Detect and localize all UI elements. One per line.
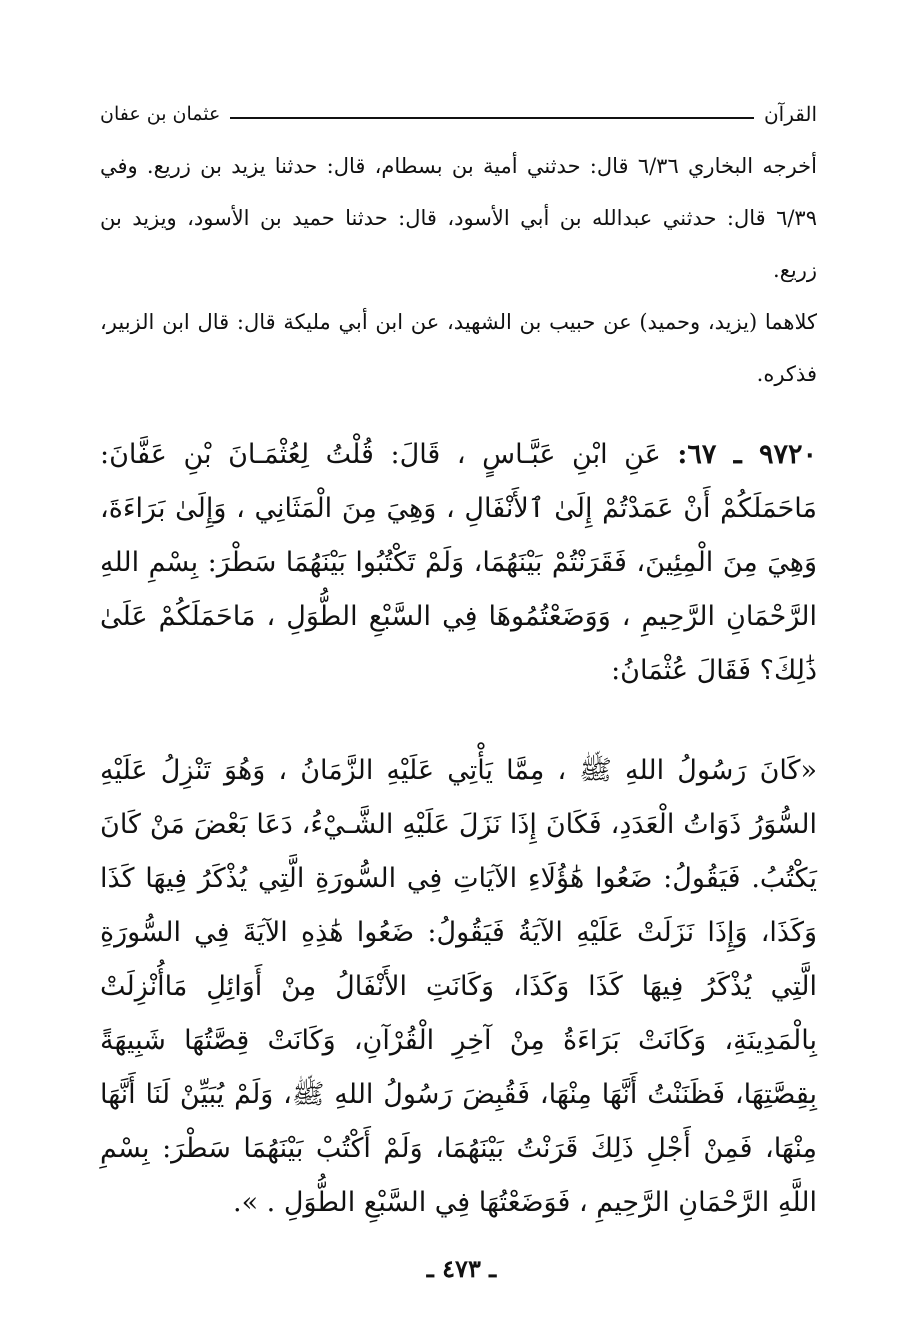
hadith-number: ٩٧٢٠ ـ ٦٧: — [677, 439, 817, 470]
page-number: ـ ٤٧٣ ـ — [426, 1254, 497, 1283]
hadith-intro-paragraph — [100, 428, 817, 698]
hadith-text — [100, 428, 817, 1230]
hadith-quote: «كَانَ رَسُولُ اللهِ ﷺ ، مِمَّا يَأْتِي عَلَيْهِ الزَّمَانُ ، وَهُوَ تَنْزِلُ عَلَيْهِ السُّوَرُ ذَوَاتُ الْعَدَدِ، فَكَانَ إِذَا نَزَلَ عَلَيْهِ الشَّـيْءُ، دَعَا بَعْضَ مَنْ كَانَ يَكْتُبُ. فَيَقُولُ: ضَعُوا هَٰؤُلَاءِ الآيَاتِ فِي السُّورَةِ الَّتِي يُذْكَرُ فِيهَا كَذَا وَكَذَا، وَإِذَا نَزَلَتْ عَلَيْهِ الآيَةُ فَيَقُولُ: ضَعُوا هَٰذِهِ الآيَةَ فِي السُّورَةِ الَّتِي يُذْكَرُ فِيهَا كَذَا وَكَذَا، وَكَانَتِ الأَنْفَالُ مِنْ أَوَائِلِ مَاأُنْزِلَتْ بِالْمَدِينَةِ، وَكَانَتْ بَرَاءَةُ مِنْ آخِرِ الْقُرْآنِ، وَكَانَتْ قِصَّتُهَا شَبِيهَةً بِقِصَّتِهَا، فَظَنَنْتُ أَنَّهَا مِنْهَا، فَقُبِضَ رَسُولُ اللهِ ﷺ، وَلَمْ يُبَيِّنْ لَنَا أَنَّهَا مِنْهَا، فَمِنْ أَجْلِ ذَلِكَ قَرَنْتُ بَيْنَهُمَا، وَلَمْ أَكْتُبْ بَيْنَهُمَا سَطْرَ: بِسْمِ اللَّهِ الرَّحْمَانِ الرَّحِيمِ ، فَوَضَعْتُهَا فِي السَّبْعِ الطُّوَلِ . ». — [100, 755, 817, 1218]
running-header — [100, 96, 817, 132]
author-name: عثمان بن عفان — [100, 103, 221, 125]
hadith-intro: عَنِ ابْنِ عَبَّـاسٍ ، قَالَ: قُلْتُ لِعُثْمَـانَ بْنِ عَفَّانَ: مَاحَمَلَكُمْ أَنْ عَمَدْتُمْ إِلَىٰ ٱلأَنْفَالِ ، وَهِيَ مِنَ الْمَثَانِي ، وَإِلَىٰ بَرَاءَةَ، وَهِيَ مِنَ الْمِئِينَ، فَقَرَنْتُمْ بَيْنَهُمَا، وَلَمْ تَكْتُبُوا بَيْنَهُمَا سَطْرَ: بِسْمِ اللهِ الرَّحْمَانِ الرَّحِيمِ ، وَوَضَعْتُمُوهَا فِي السَّبْعِ الطُّوَلِ ، مَاحَمَلَكُمْ عَلَىٰ ذَٰلِكَ؟ فَقَالَ عُثْمَانُ: — [100, 439, 817, 686]
source-paragraph-1: أخرجه البخاري ٦/٣٦ قال: حدثني أمية بن بسطام، قال: حدثنا يزيد بن زريع. وفي ٦/٣٩ قال: حدثني عبدالله بن أبي الأسود، قال: حدثنا حميد بن الأسود، ويزيد بن زريع. — [100, 154, 817, 282]
source-paragraph-2: كلاهما (يزيد، وحميد) عن حبيب بن الشهيد، عن ابن أبي مليكة قال: قال ابن الزبير، فذكره. — [100, 310, 817, 386]
header-rule — [230, 117, 754, 119]
source-notes — [100, 140, 817, 400]
section-title: القرآن — [763, 102, 817, 126]
